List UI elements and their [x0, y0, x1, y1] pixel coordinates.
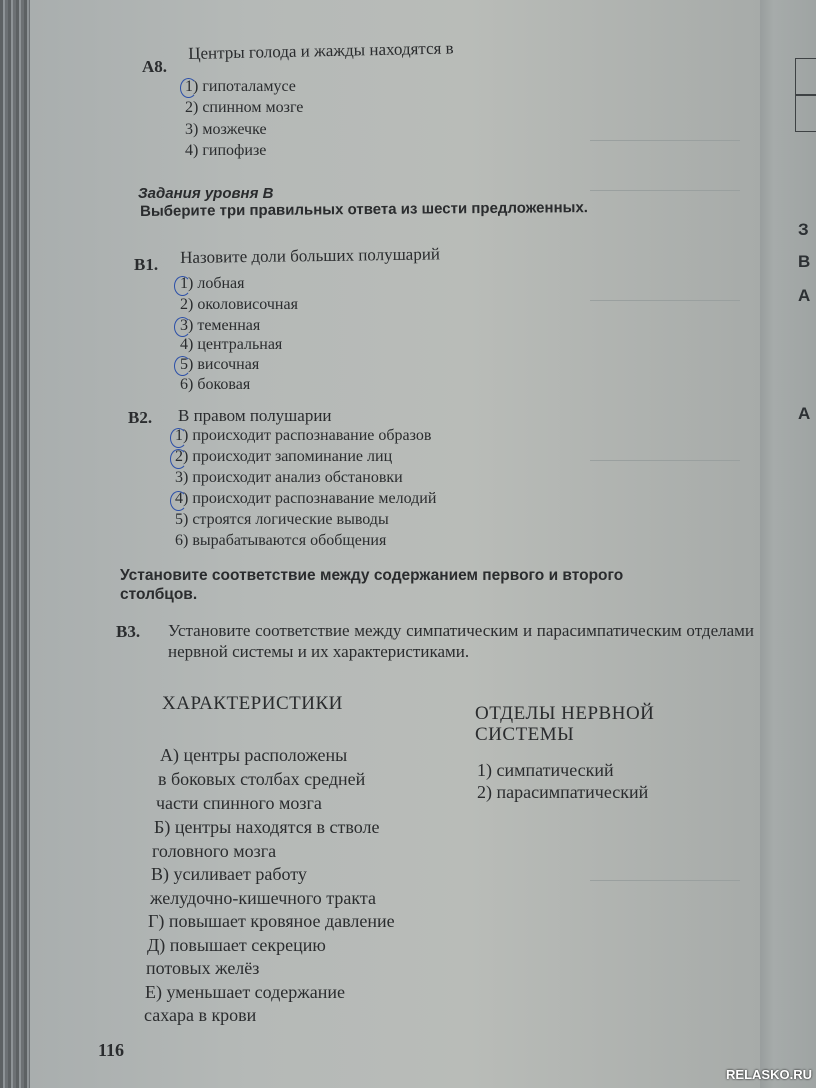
pen-circle-mark: [174, 276, 191, 296]
option-a8-4: 4) гипофизе: [185, 142, 267, 159]
characteristic-line: части спинного мозга: [156, 793, 322, 813]
option-b2-1: 1) происходит распознавание образов: [175, 427, 432, 444]
section-title: Задания уровня В: [138, 185, 274, 202]
option-b1-3: 3) теменная: [180, 317, 261, 334]
characteristics-column-title: ХАРАКТЕРИСТИКИ: [162, 693, 343, 714]
characteristic-line: сахара в крови: [144, 1005, 257, 1025]
characteristic-line: А) центры расположены: [160, 745, 348, 765]
option-b1-1: 1) лобная: [180, 275, 245, 292]
division-item-2: 2) парасимпатический: [477, 782, 649, 802]
characteristic-line: Б) центры находятся в стволе: [154, 817, 380, 837]
pen-circle-mark: [170, 428, 187, 448]
characteristic-line: головного мозга: [152, 841, 277, 861]
option-b2-6: 6) вырабатываются обобщения: [175, 532, 387, 549]
question-label-a8: А8.: [142, 57, 168, 76]
characteristic-line: Е) уменьшает содержание: [145, 982, 345, 1002]
facing-page-letter: З: [798, 220, 809, 239]
option-a8-3: 3) мозжечке: [185, 121, 267, 138]
characteristic-line: в боковых столбах средней: [158, 769, 366, 789]
question-text-b3: Установите соответствие между симпатическим и парасимпатическим отделами нервной системы и их характеристиками.: [168, 621, 754, 661]
divisions-column-title-line2: СИСТЕМЫ: [475, 724, 575, 745]
pen-circle-mark: [174, 356, 191, 376]
matching-instruction-line1: Установите соответствие между содержанием первого и второго: [120, 567, 624, 584]
option-b1-6: 6) боковая: [180, 376, 251, 393]
pen-circle-mark: [170, 449, 187, 469]
facing-page-letter: В: [798, 252, 811, 271]
facing-page-letter: А: [798, 286, 811, 305]
option-b1-2: 2) околовисочная: [180, 296, 298, 313]
question-label-b3: В3.: [116, 622, 141, 641]
pen-circle-mark: [170, 491, 187, 511]
instruction-text: Выберите три правильных ответа из шести предложенных.: [140, 199, 588, 220]
characteristic-line: В) усиливает работу: [151, 864, 307, 884]
option-a8-2: 2) спинном мозге: [185, 99, 304, 116]
textbook-page: [30, 0, 760, 1088]
question-label-b2: В2.: [128, 408, 153, 427]
characteristic-line: желудочно-кишечного тракта: [150, 888, 376, 908]
characteristic-line: Д) повышает секрецию: [147, 935, 326, 955]
show-through: [590, 880, 740, 881]
question-text-b1: Назовите доли больших полушарий: [180, 244, 441, 267]
option-a8-1: 1) гипоталамусе: [185, 78, 296, 95]
option-b2-2: 2) происходит запоминание лиц: [175, 448, 393, 465]
question-text-b2: В правом полушарии: [178, 406, 332, 425]
show-through: [590, 460, 740, 461]
answer-box: [795, 58, 816, 96]
question-text-a8: Центры голода и жажды находятся в: [188, 38, 454, 63]
show-through: [590, 300, 740, 301]
divisions-column-title-line1: ОТДЕЛЫ НЕРВНОЙ: [475, 703, 655, 724]
option-b2-3: 3) происходит анализ обстановки: [175, 469, 403, 486]
show-through: [590, 190, 740, 191]
watermark: RELASKO.RU: [726, 1067, 812, 1082]
show-through: [590, 140, 740, 141]
matching-instruction-line2: столбцов.: [120, 586, 198, 603]
option-b1-5: 5) височная: [180, 356, 260, 373]
characteristic-line: Г) повышает кровяное давление: [148, 911, 395, 931]
pen-circle-mark: [174, 317, 191, 337]
division-item-1: 1) симпатический: [477, 760, 614, 780]
option-b1-4: 4) центральная: [180, 336, 283, 353]
pen-circle-mark: [180, 78, 197, 98]
option-b2-4: 4) происходит распознавание мелодий: [175, 490, 437, 507]
answer-box: [795, 94, 816, 132]
facing-page-letter: А: [798, 404, 811, 423]
question-label-b1: В1.: [134, 255, 159, 274]
option-b2-5: 5) строятся логические выводы: [175, 511, 389, 528]
characteristic-line: потовых желёз: [146, 958, 260, 978]
page-number: 116: [98, 1040, 125, 1060]
